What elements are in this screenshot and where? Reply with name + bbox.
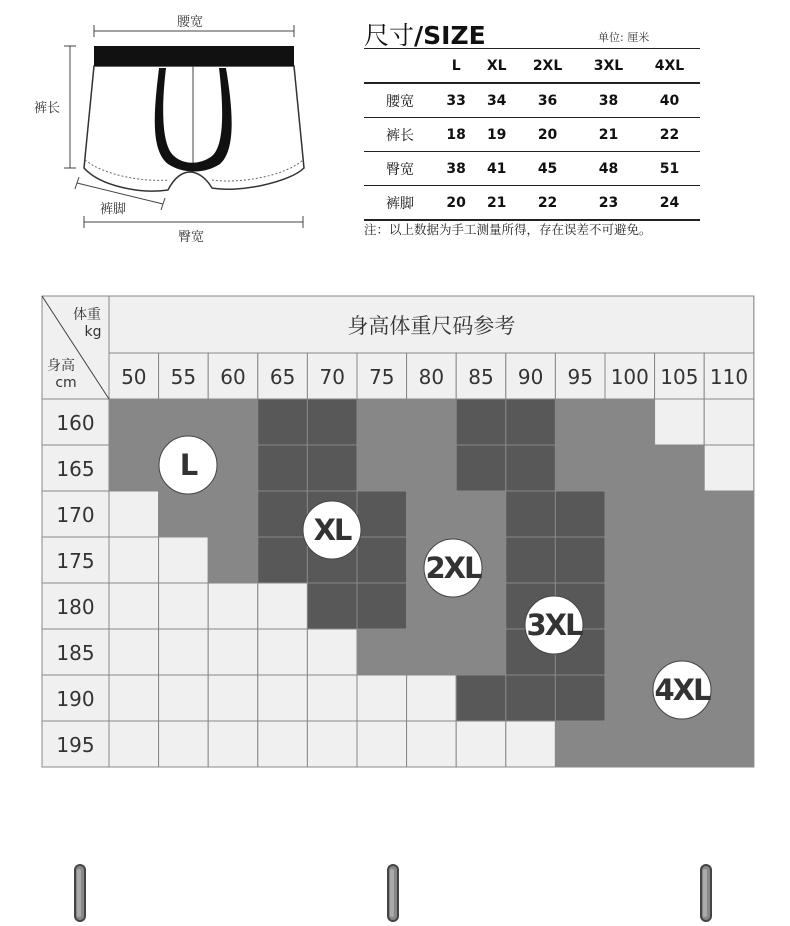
- grid-cell: [307, 721, 357, 767]
- grid-cell: [258, 721, 308, 767]
- grid-cell: [506, 537, 556, 583]
- size-table-row: [364, 152, 700, 186]
- measurement-value: 22: [659, 126, 680, 143]
- grid-cell: [506, 399, 556, 445]
- height-label: 180: [56, 595, 95, 619]
- grid-cell: [456, 629, 506, 675]
- grid-cell: [357, 399, 407, 445]
- measurement-label: 裤长: [386, 127, 414, 144]
- length-label: 裤长: [34, 101, 61, 116]
- grid-cell: [605, 675, 655, 721]
- size-badge-label: L: [179, 448, 197, 482]
- weight-label: 95: [567, 365, 593, 389]
- measurement-value: 51: [659, 160, 680, 177]
- grid-cell: [655, 399, 705, 445]
- size-column-header: 3XL: [593, 57, 624, 74]
- weight-label: 55: [170, 365, 197, 389]
- grid-cell: [407, 675, 457, 721]
- grid-cell: [704, 675, 754, 721]
- grid-cell: [704, 721, 754, 767]
- grid-cell: [506, 721, 556, 767]
- corner-weight: 体重: [73, 307, 101, 323]
- grid-cell: [208, 583, 258, 629]
- weight-label: 60: [220, 365, 246, 389]
- measurement-note: 注：以上数据为手工测量所得，存在误差不可避免。: [364, 222, 652, 237]
- grid-cell: [307, 583, 357, 629]
- measurement-value: 21: [598, 126, 619, 143]
- size-column-header: L: [451, 57, 461, 74]
- grid-cell: [208, 675, 258, 721]
- corner-weight-unit: kg: [84, 324, 102, 340]
- grid-cell: [109, 445, 159, 491]
- weight-label: 50: [121, 365, 147, 389]
- grid-cell: [655, 491, 705, 537]
- height-label: 160: [56, 411, 95, 435]
- size-table-row: [364, 118, 700, 152]
- size-chart-title: 尺寸/SIZE: [364, 21, 486, 50]
- grid-cell: [159, 491, 209, 537]
- height-label: 185: [56, 641, 95, 665]
- measurement-value: 45: [537, 160, 558, 177]
- grid-cell: [109, 491, 159, 537]
- grid-cell: [258, 491, 308, 537]
- grid-cell: [655, 445, 705, 491]
- corner-height-unit: cm: [55, 375, 77, 391]
- grid-cell: [159, 583, 209, 629]
- grid-cell: [159, 537, 209, 583]
- grid-cell: [307, 629, 357, 675]
- binder-ring-left: [73, 863, 87, 923]
- grid-cell: [605, 491, 655, 537]
- measurement-value: 21: [486, 194, 507, 211]
- grid-cell: [258, 629, 308, 675]
- measurement-value: 20: [537, 126, 558, 143]
- grid-cell: [357, 537, 407, 583]
- grid-cell: [605, 399, 655, 445]
- grid-cell: [357, 491, 407, 537]
- grid-cell: [357, 675, 407, 721]
- grid-cell: [159, 629, 209, 675]
- size-column-header: 2XL: [532, 57, 563, 74]
- measurement-value: 20: [446, 194, 466, 211]
- height-label: 165: [56, 457, 95, 481]
- grid-cell: [506, 675, 556, 721]
- grid-cell: [456, 491, 506, 537]
- waist-label: 腰宽: [177, 15, 204, 30]
- grid-cell: [605, 583, 655, 629]
- measurement-label: 腰宽: [386, 93, 414, 110]
- measurement-value: 48: [598, 160, 619, 177]
- measurement-value: 23: [598, 194, 619, 211]
- grid-cell: [307, 675, 357, 721]
- size-badge-label: 3XL: [526, 608, 582, 642]
- grid-cell: [555, 537, 605, 583]
- measurement-value: 40: [659, 92, 680, 109]
- measurement-value: 38: [446, 160, 466, 177]
- grid-cell: [357, 583, 407, 629]
- grid-cell: [605, 721, 655, 767]
- grid-cell: [208, 399, 258, 445]
- measurement-value: 34: [486, 92, 507, 109]
- grid-cell: [605, 445, 655, 491]
- measurement-value: 36: [537, 92, 558, 109]
- grid-cell: [407, 491, 457, 537]
- grid-cell: [357, 629, 407, 675]
- grid-cell: [109, 675, 159, 721]
- weight-label: 75: [369, 365, 395, 389]
- size-badge-label: 4XL: [654, 673, 710, 707]
- grid-cell: [109, 721, 159, 767]
- grid-cell: [655, 537, 705, 583]
- grid-cell: [555, 675, 605, 721]
- leg-label: 裤脚: [100, 202, 127, 217]
- grid-cell: [704, 491, 754, 537]
- grid-cell: [159, 721, 209, 767]
- grid-cell: [407, 721, 457, 767]
- grid-cell: [704, 399, 754, 445]
- measurement-value: 19: [486, 126, 507, 143]
- grid-cell: [555, 721, 605, 767]
- grid-cell: [456, 445, 506, 491]
- grid-cell: [109, 399, 159, 445]
- weight-label: 80: [418, 365, 445, 389]
- size-table-corner: [364, 49, 436, 84]
- grid-cell: [258, 537, 308, 583]
- grid-cell: [258, 399, 308, 445]
- weight-label: 70: [319, 365, 345, 389]
- grid-cell: [704, 445, 754, 491]
- grid-cell: [456, 721, 506, 767]
- weight-label: 100: [610, 365, 649, 389]
- measurement-value: 33: [446, 92, 466, 109]
- grid-cell: [208, 491, 258, 537]
- grid-cell: [456, 399, 506, 445]
- size-table-row: [364, 186, 700, 221]
- size-badge-label: XL: [313, 513, 351, 547]
- measurement-value: 22: [537, 194, 558, 211]
- height-label: 170: [56, 503, 95, 527]
- grid-cell: [258, 445, 308, 491]
- grid-cell: [307, 399, 357, 445]
- height-label: 195: [56, 733, 95, 757]
- height-label: 175: [56, 549, 95, 573]
- measurement-label: 裤脚: [386, 195, 414, 212]
- height-label: 190: [56, 687, 95, 711]
- grid-cell: [704, 537, 754, 583]
- grid-cell: [407, 445, 457, 491]
- grid-cell: [159, 675, 209, 721]
- grid-cell: [109, 583, 159, 629]
- grid-cell: [655, 721, 705, 767]
- weight-label: 110: [709, 365, 749, 389]
- grid-cell: [258, 675, 308, 721]
- grid-cell: [655, 583, 705, 629]
- hip-label: 臀宽: [178, 230, 205, 245]
- grid-cell: [506, 491, 556, 537]
- corner-height: 身高: [47, 358, 75, 374]
- measurement-value: 18: [446, 126, 466, 143]
- size-column-header: XL: [486, 57, 507, 74]
- grid-cell: [109, 629, 159, 675]
- measurement-value: 38: [598, 92, 619, 109]
- grid-cell: [704, 583, 754, 629]
- grid-cell: [307, 445, 357, 491]
- grid-cell: [208, 629, 258, 675]
- measurement-value: 41: [486, 160, 507, 177]
- grid-cell: [456, 675, 506, 721]
- weight-label: 105: [660, 365, 699, 389]
- size-table-row: [364, 83, 700, 118]
- weight-label: 65: [269, 365, 296, 389]
- grid-cell: [555, 445, 605, 491]
- grid-cell: [208, 721, 258, 767]
- grid-cell: [555, 399, 605, 445]
- measurement-value: 24: [659, 194, 680, 211]
- binder-ring-middle: [386, 863, 400, 923]
- weight-label: 90: [517, 365, 544, 389]
- grid-cell: [407, 629, 457, 675]
- grid-cell: [704, 629, 754, 675]
- grid-cell: [407, 399, 457, 445]
- weight-label: 85: [468, 365, 494, 389]
- binder-ring-right: [699, 863, 713, 923]
- grid-cell: [506, 445, 556, 491]
- grid-cell: [605, 537, 655, 583]
- size-badge-label: 2XL: [425, 551, 481, 585]
- grid-cell: [109, 537, 159, 583]
- size-reference-grid: [0, 290, 790, 780]
- garment-diagram: [0, 0, 330, 250]
- waistband: [94, 46, 294, 66]
- grid-cell: [555, 491, 605, 537]
- unit-label: 单位: 厘米: [598, 31, 650, 44]
- grid-cell: [208, 537, 258, 583]
- reference-title: 身高体重尺码参考: [347, 314, 516, 338]
- brief-outline: [84, 66, 304, 191]
- size-column-header: 4XL: [654, 57, 685, 74]
- measurement-label: 臀宽: [386, 161, 414, 178]
- grid-cell: [605, 629, 655, 675]
- grid-cell: [357, 445, 407, 491]
- grid-cell: [258, 583, 308, 629]
- grid-cell: [357, 721, 407, 767]
- size-table: [364, 48, 700, 221]
